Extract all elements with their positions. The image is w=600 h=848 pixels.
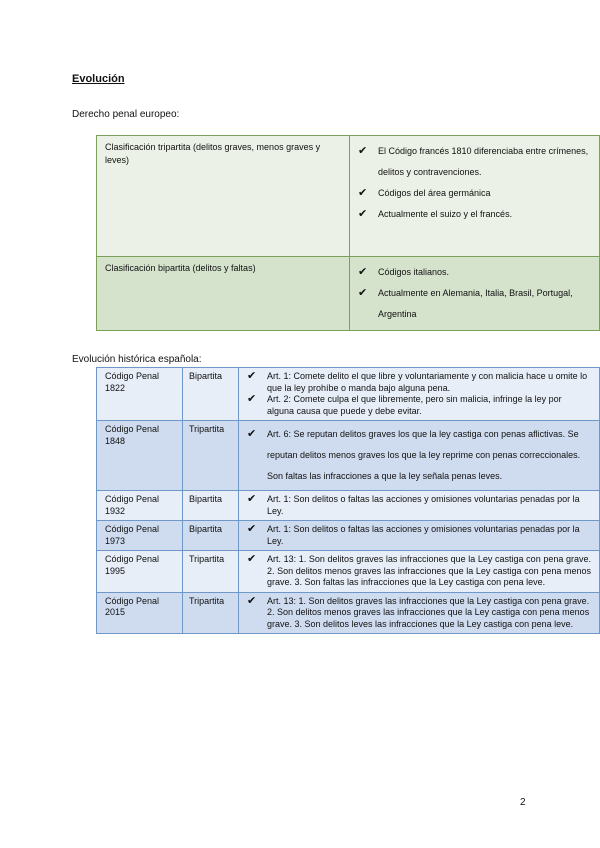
checkmark-icon: ✔ <box>358 145 368 157</box>
classification-label: Clasificación tripartita (delitos graves, menos graves y leves) <box>97 136 350 257</box>
checkmark-icon: ✔ <box>358 208 368 220</box>
classification-type: Bipartita <box>183 368 239 421</box>
checkmark-icon: ✔ <box>358 266 368 278</box>
list-item: ✔ Códigos del área germánica <box>358 183 591 204</box>
spanish-history-table <box>96 367 600 634</box>
article-text <box>239 491 600 521</box>
classification-type: Bipartita <box>183 521 239 551</box>
classification-label: Clasificación bipartita (delitos y faltas) <box>97 257 350 331</box>
checkmark-icon: ✔ <box>247 493 257 505</box>
list-item: ✔ Actualmente en Alemania, Italia, Brasil, Portugal, Argentina <box>358 283 591 325</box>
european-classification-table <box>96 135 600 331</box>
article-text <box>239 368 600 421</box>
classification-type: Tripartita <box>183 592 239 634</box>
code-name: Código Penal 1973 <box>97 521 183 551</box>
checkmark-icon: ✔ <box>247 428 257 440</box>
list-item: ✔ Art. 1: Son delitos o faltas las acciones y omisiones voluntarias penadas por la Ley. <box>247 523 580 546</box>
list-item: ✔ Art. 13: 1. Son delitos graves las infracciones que la Ley castiga con pena grave. 2. Son delitos menos graves las infracciones que la Ley castiga con pena menos grave. 3. Son faltas las infracciones que la Ley castiga con pena leve. <box>247 553 591 587</box>
checkmark-icon: ✔ <box>247 553 257 565</box>
classification-items <box>350 257 600 331</box>
checkmark-icon: ✔ <box>247 370 257 382</box>
code-name: Código Penal 1932 <box>97 491 183 521</box>
table-row <box>97 368 600 421</box>
table-row <box>97 491 600 521</box>
classification-type: Tripartita <box>183 421 239 491</box>
table-row <box>97 421 600 491</box>
list-item: ✔ El Código francés 1810 diferenciaba entre crímenes, delitos y contravenciones. <box>358 141 591 183</box>
article-text <box>239 521 600 551</box>
list-item: ✔ Art. 2: Comete culpa el que libremente, pero sin malicia, infringe la ley por alguna causa que puede y debe evitar. <box>247 393 562 416</box>
checkmark-icon: ✔ <box>358 287 368 299</box>
classification-type: Bipartita <box>183 491 239 521</box>
code-name: Código Penal 2015 <box>97 592 183 634</box>
table-row <box>97 257 600 331</box>
article-text <box>239 592 600 634</box>
list-item: ✔ Art. 1: Comete delito el que libre y voluntariamente y con malicia hace u omite lo que la ley prohíbe o manda bajo alguna pena. <box>247 370 588 393</box>
section-heading: Evolución <box>72 73 125 85</box>
list-item: ✔ Actualmente el suizo y el francés. <box>358 204 591 225</box>
table-row <box>97 136 600 257</box>
list-item: ✔ Códigos italianos. <box>358 262 591 283</box>
checkmark-icon: ✔ <box>247 523 257 535</box>
checkmark-icon: ✔ <box>358 187 368 199</box>
code-name: Código Penal 1848 <box>97 421 183 491</box>
classification-items <box>350 136 600 257</box>
list-item: ✔ Art. 1: Son delitos o faltas las acciones y omisiones voluntarias penadas por la Ley. <box>247 493 580 516</box>
page-number: 2 <box>520 797 526 808</box>
classification-type: Tripartita <box>183 551 239 593</box>
list-item: ✔ Art. 6: Se reputan delitos graves los que la ley castiga con penas aflictivas. Se reputan delitos menos graves los que la ley reprime con penas correccionales. Son faltas las infracciones a que la ley señala penas leves. <box>247 424 591 487</box>
code-name: Código Penal 1995 <box>97 551 183 593</box>
european-law-subtitle: Derecho penal europeo: <box>72 109 180 120</box>
table-row <box>97 521 600 551</box>
list-item: ✔ Art. 13: 1. Son delitos graves las infracciones que la Ley castiga con pena grave. 2. Son delitos menos graves las infracciones que la Ley castiga con pena menos grave. 3. Son delitos leves las infracciones que la Ley castiga con pena leve. <box>247 594 590 629</box>
checkmark-icon: ✔ <box>247 393 257 405</box>
checkmark-icon: ✔ <box>247 594 257 607</box>
table-row <box>97 551 600 593</box>
spanish-history-subtitle: Evolución histórica española: <box>72 354 202 365</box>
article-text <box>239 421 600 491</box>
code-name: Código Penal 1822 <box>97 368 183 421</box>
article-text <box>239 551 600 593</box>
table-row <box>97 592 600 634</box>
